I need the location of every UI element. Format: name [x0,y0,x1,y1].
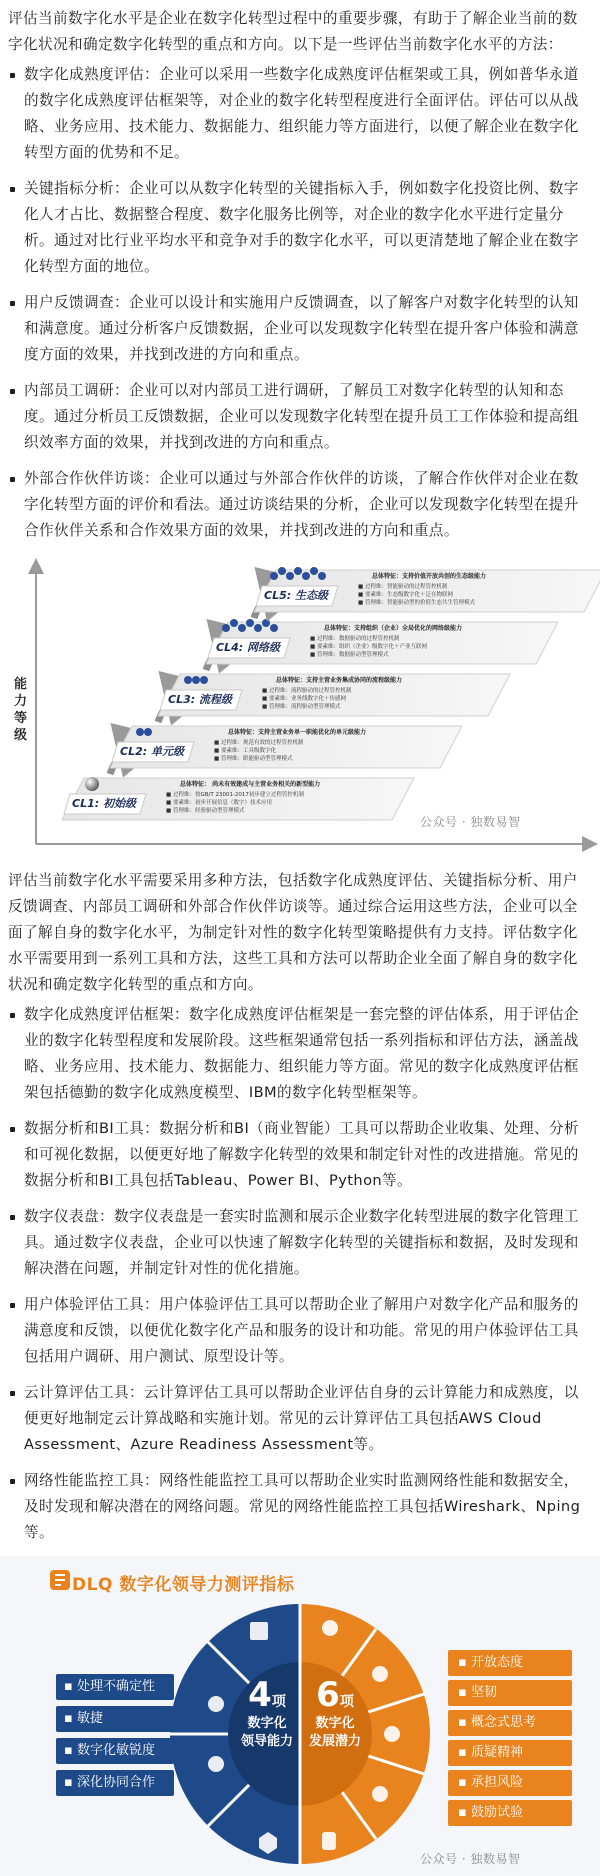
left-item: ▪ 敏捷 [56,1706,174,1732]
list-item: 数字仪表盘：数字仪表盘是一套实时监测和展示企业数字化转型进展的数字化管理工具。通过数字仪表盘，企业可以快速了解数字化转型的关键指标和数据，及时发现和解决潜在问题，并制定针对性的优化措施。 [8,1204,592,1282]
hiker-icon [372,1666,388,1682]
left-item: ▪ 深化协同合作 [56,1770,174,1796]
list-item: 用户体验评估工具：用户体验评估工具可以帮助企业了解用户对数字化产品和服务的满意度和反馈，以便优化数字化产品和服务的设计和功能。常见的用户体验评估工具包括用户调研、用户测试、原型设计等。 [8,1292,592,1370]
level-node [246,619,254,627]
level-node [294,567,302,575]
list-item: 数字化成熟度评估：企业可以采用一些数字化成熟度评估框架或工具，例如普华永道的数字化成熟度评估框架等，对企业的数字化转型程度进行全面评估。评估可以从战略、业务应用、技术能力、数据能力、组织能力等方面进行，以便了解企业在数字化转型方面的优势和不足。 [8,62,592,166]
dlq-figure [0,1556,600,1876]
maturity-levels-figure [0,554,600,854]
level-detail: ■ 过程维：流程驱动的过程管控机制 [262,688,352,694]
level-node [85,777,99,791]
list-item: 网络性能监控工具：网络性能监控工具可以帮助企业实时监测网络性能和数据安全，及时发现和解决潜在的网络问题。常见的网络性能监控工具包括Wireshark、Nping等。 [8,1468,592,1546]
level-code: CL3: 流程级 [168,693,232,706]
level-detail: ■ 管理维：数据驱动型管理模式 [310,652,389,658]
level-node [286,572,294,580]
list-item: 数字化成熟度评估框架：数字化成熟度评估框架是一套完整的评估体系，用于评估企业的数字化转型程度和发展阶段。这些框架通常包括一系列指标和评估方法，涵盖战略、业务应用、技术能力、数据能力、组织能力等方面。常见的数字化成熟度评估框架包括德勤的数字化成熟度模型、IBM的数字化转型框架等。 [8,1002,592,1106]
list-item: 内部员工调研：企业可以对内部员工进行调研，了解员工对数字化转型的认知和态度。通过分析员工反馈数据，企业可以发现数字化转型在提升员工工作体验和提高组织效率方面的效果，并找到改进的方向和重点。 [8,378,592,456]
level-detail: ■ 要素维：工具级数字化 [214,748,276,754]
level-detail: ■ 管理维：流程驱动型管理模式 [262,704,341,710]
tools-list [0,998,600,1546]
level-node [184,676,192,684]
list-item: 关键指标分析：企业可以从数字化转型的关键指标入手，例如数字化投资比例、数字化人才占比、数据整合程度、数字化服务比例等，对企业的数字化水平进行定量分析。通过对比行业平均水平和竞争对手的数字化水平，可以更清楚地了解企业在数字化转型方面的地位。 [8,176,592,280]
level-feature: 总体特征：支持主营业务集成协同的流程级能力 [276,677,403,684]
summary-paragraph: 评估当前数字化水平需要采用多种方法，包括数字化成熟度评估、关键指标分析、用户反馈调查、内部员工调研和外部合作伙伴访谈等。通过综合运用这些方法，企业可以全面了解自身的数字化水平，为制定针对性的数字化转型策略提供有力支持。评估数字化水平需要用到一系列工具和方法，这些工具和方法可以帮助企业全面了解自身的数字化状况和确定数字化转型的重点和方向。 [8,872,578,993]
list-item: 数据分析和BI工具：数据分析和BI（商业智能）工具可以帮助企业收集、处理、分析和可视化数据，以便更好地了解数字化转型的效果和制定针对性的改进措施。常见的数据分析和BI工具包括Tableau、Power BI、Python等。 [8,1116,592,1194]
level-node [302,572,310,580]
level-detail: ■ 过程维：智能驱动的过程管控机制 [358,584,448,590]
y-axis-label: 能力等级 [14,677,28,743]
list-item: 云计算评估工具：云计算评估工具可以帮助企业评估自身的云计算能力和成熟度，以便更好地制定云计算战略和实施计划。常见的云计算评估工具包括AWS Cloud Assessment、Azure Readiness Assessment等。 [8,1380,592,1458]
chip-icon [250,1622,268,1640]
dlq-title: DLQ 数字化领导力测评指标 [72,1575,295,1595]
right-item: ▪ 承担风险 [448,1770,572,1796]
hub-left: 4项 数字化 领导能力 [240,1675,293,1749]
right-item: ▪ 鼓励试验 [448,1800,572,1826]
level-node [200,676,208,684]
level-node [238,624,246,632]
abacus-icon [372,1786,388,1802]
level-detail: ■ 过程维：按GB/T 23001-2017初步建立过程管控机制 [166,792,304,798]
level-node [310,567,318,575]
intro-paragraph: 评估当前数字化水平是企业在数字化转型过程中的重要步骤，有助于了解企业当前的数字化状况和确定数字化转型的重点和方向。以下是一些评估当前数字化水平的方法： [8,10,578,53]
right-item: ▪ 坚韧 [448,1680,572,1706]
rocket-icon [208,1696,224,1712]
flask-icon [322,1832,336,1850]
level-detail: ■ 要素维：生态级数字化＋泛在物联网 [358,592,453,598]
level-detail: ■ 管理维：智能驱动型的价值生态共生管理模式 [358,600,475,606]
level-feature: 总体特征：支持主营业务单一职能优化的单元级能力 [228,729,367,736]
hub-right: 6项 数字化 发展潜力 [308,1675,361,1749]
level-detail: ■ 要素维：组织（企业）级数字化＋产业互联网 [310,644,427,650]
level-feature: 总体特征： 尚未有效建成与主营业务相关的新型能力 [180,781,321,788]
level-code: CL5: 生态级 [264,589,328,602]
level-feature: 总体特征：支持组织（企业）全局优化的网络级能力 [324,625,463,632]
level-node [270,624,278,632]
right-item: ▪ 概念式思考 [448,1710,572,1736]
list-item: 用户反馈调查：企业可以设计和实施用户反馈调查，以了解客户对数字化转型的认知和满意度。通过分析客户反馈数据，企业可以发现数字化转型在提升客户体验和满意度方面的效果，并找到改进的方向和重点。 [8,290,592,368]
right-item: ▪ 质疑精神 [448,1740,572,1766]
brain-icon [384,1726,400,1742]
watermark: 公众号 · 独数易智 [420,1852,521,1866]
level-detail: ■ 要素维：业务线数字化＋传感网 [262,696,346,702]
level-code: CL4: 网络级 [216,641,280,654]
level-node [262,619,270,627]
left-item: ▪ 数字化敏锐度 [56,1738,174,1764]
level-detail: ■ 过程维：数据驱动的过程管控机制 [310,636,400,642]
level-detail: ■ 过程维：规范有效的过程管控机制 [214,740,304,746]
level-code: CL2: 单元级 [120,745,184,758]
level-feature: 总体特征：支持价值开放共创的生态级能力 [372,573,487,580]
level-node [144,728,152,736]
watermark: 公众号 · 独数易智 [420,815,521,829]
level-node [192,676,200,684]
level-detail: ■ 管理维：经验驱动型管理模式 [166,808,245,814]
list-item: 外部合作伙伴访谈：企业可以通过与外部合作伙伴的访谈，了解合作伙伴对企业在数字化转型方面的评价和看法。通过访谈结果的分析，企业可以发现数字化转型在提升合作伙伴关系和合作效果方面的效果，并找到改进的方向和重点。 [8,466,592,544]
level-node [230,619,238,627]
compass-icon [208,1756,224,1772]
level-detail: ■ 要素维：初步开展信息（数字）技术应用 [166,800,272,806]
left-item: ▪ 处理不确定性 [56,1674,174,1700]
level-node [318,572,326,580]
level-node [254,624,262,632]
methods-list [0,58,600,544]
level-node [136,728,144,736]
level-code: CL1: 初始级 [72,797,136,810]
level-node [222,624,230,632]
right-item: ▪ 开放态度 [448,1650,572,1676]
level-node [270,572,278,580]
level-node [278,567,286,575]
tools-icon [322,1620,338,1636]
level-detail: ■ 管理维：职能驱动型管理模式 [214,756,293,762]
